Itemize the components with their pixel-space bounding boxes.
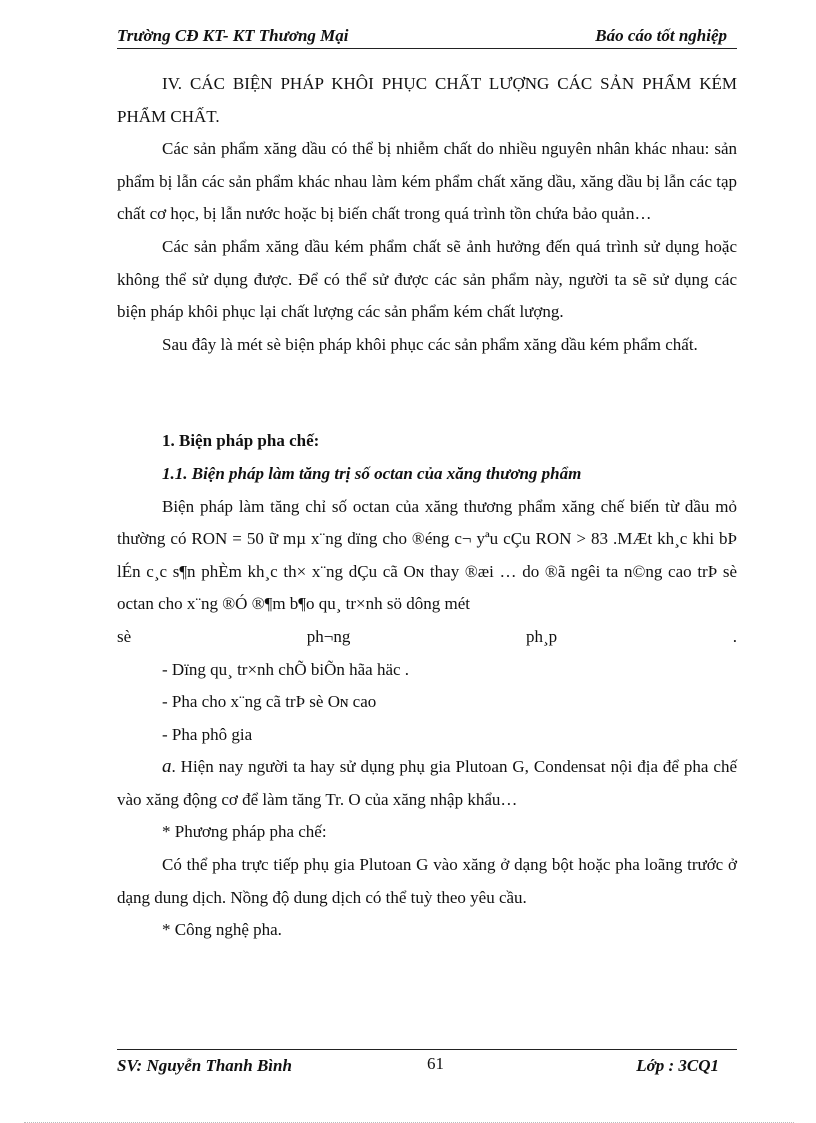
word: ph¸p [525,626,558,646]
heading-1-1: 1.1. Biện pháp làm tăng trị số octan của xăng thương phẩm [162,463,582,483]
page-header [117,24,737,49]
paragraph-octan: Biện pháp làm tăng chỉ số octan của xăng thương phẩm xăng chế biến từ dầu mỏ thường có RON = 50 ữ mµ x¨ng dïng cho ®éng c¬ yªu cÇu RON > 83 .MÆt kh¸c khi bÞ lÉn c¸c s¶n phÈm kh¸c th× x¨ng dÇu cã Oɴ thay ®æi … do ®ã ngêi ta n©ng cao trÞ sè octan cho x¨ng ®Ó ®¶m b¶o qu¸ tr×nh sö dông mét [117,496,737,614]
paragraph: Các sản phẩm xăng dầu kém phẩm chất sẽ ảnh hưởng đến quá trình sử dụng hoặc không thể sử dụng được. Để có thể sử được các sản phẩm này, người ta sẽ sử dụng các biện pháp khôi phục lại chất lượng các sản phẩm kém chất lượng. [117,236,737,322]
document-body [117,68,737,947]
paragraph: Các sản phẩm xăng dầu có thể bị nhiễm chất do nhiều nguyên nhân khác nhau: sản phẩm bị lẫn các sản phẩm khác nhau làm kém phẩm chất xăng dầu, xăng dầu bị lẫn các tạp chất cơ học, bị lẫn nước hoặc bị biến chất trong quá trình tồn chứa bảo quản… [117,139,737,224]
footer-class: Lớp : 3CQ1 [636,1056,719,1075]
paragraph-a [117,751,737,816]
word: sè [117,626,132,646]
paragraph-a-text: . Hiện nay người ta hay sử dụng phụ gia Plutoan G, Condensat nội địa để pha chế vào xăng động cơ để làm tăng Tr. O của xăng nhập khẩu… [117,757,737,809]
footer-student: SV: Nguyễn Thanh Bình [117,1056,292,1075]
justified-line [117,621,737,654]
list-item: - Pha cho x¨ng cã trÞ sè Oɴ cao [162,692,377,712]
list-item: - Pha phô gia [162,724,253,744]
list-item: - Dïng qu¸ tr×nh chÕ biÕn hãa häc . [162,659,410,679]
word: . [732,626,737,646]
word: ph¬ng [306,626,351,646]
header-report-type: Báo cáo tốt nghiệp [595,26,727,45]
paragraph: Sau đây là mét sè biện pháp khôi phục các sản phẩm xăng dầu kém phẩm chất. [162,334,698,354]
item-marker: a [162,756,172,778]
spacer [117,361,737,425]
method-heading: * Phương pháp pha chế: [162,822,327,842]
section-title: IV. CÁC BIỆN PHÁP KHÔI PHỤC CHẤT LƯỢNG CÁC SẢN PHẨM KÉM PHẨM CHẤT. [117,74,737,126]
tech-heading: * Công nghệ pha. [162,920,282,940]
header-school: Trường CĐ KT- KT Thương Mại [117,26,349,45]
page-footer [117,1049,737,1080]
paragraph-method: Có thể pha trực tiếp phụ gia Plutoan G vào xăng ở dạng bột hoặc pha loãng trước ở dạng dung dịch. Nồng độ dung dịch có thể tuỳ theo yêu cầu. [117,855,737,907]
heading-1: 1. Biện pháp pha chế: [162,431,320,451]
page-number: 61 [427,1054,444,1073]
